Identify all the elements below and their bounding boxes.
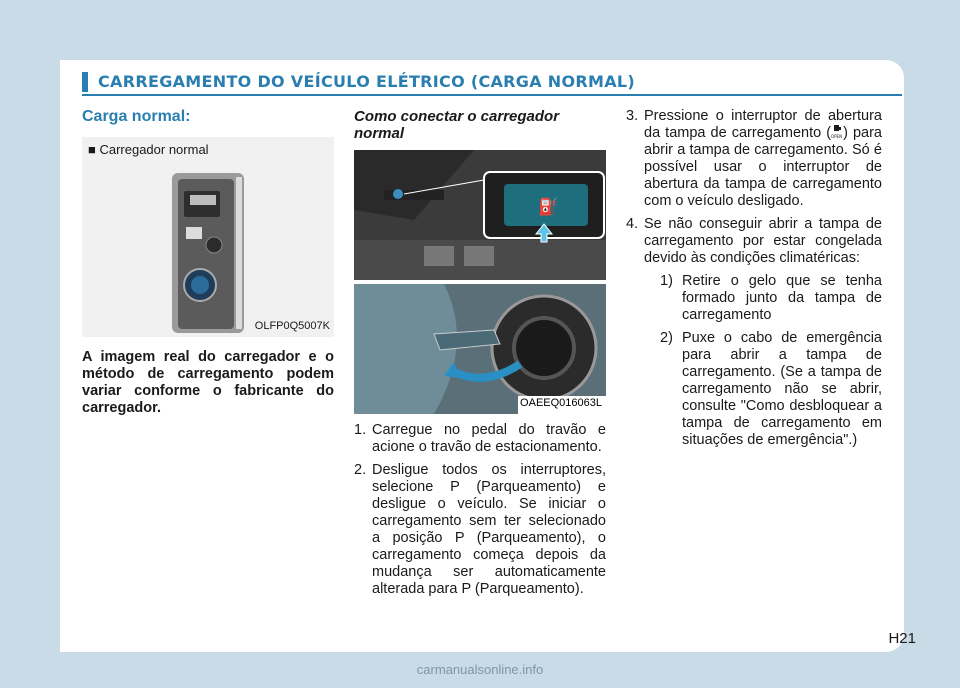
charge-door-open-icon [831, 125, 843, 139]
svg-text:OPEN: OPEN [831, 134, 843, 139]
section-title-bar [82, 70, 902, 96]
list-item: 3. Pressione o interruptor de abertura da tampa de carregamento ( OPEN ) para abrir a tampa de carregamento. Só é possível usar o interruptor de abertura da tampa de carregamento com o veículo desligado. [626, 108, 882, 209]
title-accent [82, 72, 88, 92]
column-3 [626, 108, 882, 461]
note-paragraph: A imagem real do carregador e o método de carregamento podem variar conforme o fabricante do carregador. [82, 349, 334, 416]
subheading-carga-normal: Carga normal: [82, 108, 191, 125]
subheading-how-to-connect: Como conectar o carregador normal [354, 108, 560, 142]
column-2 [354, 108, 606, 604]
steps-list-continued [626, 108, 882, 455]
figure-code: OLFP0Q5007K [254, 320, 330, 332]
figure-caption: ■ Carregador normal [88, 142, 209, 157]
list-item: 1) Retire o gelo que se tenha formado junto da tampa de carregamento [660, 273, 882, 323]
photo-charging-door [354, 284, 606, 414]
charger-illustration [82, 137, 334, 337]
watermark: carmanualsonline.info [416, 662, 544, 677]
list-item: 2) Puxe o cabo de emergência para abrir a tampa de carregamento. (Se a tampa de carregamento não se abrir, consulte "Como desbloquear a tampa de carregamento em situações de emergência".) [660, 330, 882, 448]
figure-code: OAEEQ016063L [520, 397, 602, 409]
list-item: 2. Desligue todos os interruptores, selecione P (Parqueamento) e desligue o veículo. Se iniciar o carregamento sem ter selecionado a posição P (Parqueamento), o carregamento começa depois da mudança ser automaticamente alterada para P (Parqueamento). [354, 462, 606, 597]
steps-list [354, 422, 606, 598]
list-item: 4. Se não conseguir abrir a tampa de carregamento por estar congelada devido às condições climatéricas: 1) Retire o gelo que se tenha formado junto da tampa de carregamento 2) Puxe o cabo de emergência para abrir a tampa de carregamento. (Se a tampa de carregamento não se abrir, consulte "Como desbloquear a tampa de carregamento em situações de emergência".) [626, 216, 882, 448]
list-item: 1. Carregue no pedal do travão e acione o travão de estacionamento. [354, 422, 606, 455]
column-1 [82, 108, 334, 417]
page-number: H21 [888, 630, 916, 647]
sub-steps-list [660, 273, 882, 449]
dashboard-illustration [354, 150, 606, 280]
section-title: CARREGAMENTO DO VEÍCULO ELÉTRICO (CARGA NORMAL) [98, 72, 636, 91]
title-underline [82, 94, 902, 96]
figure-charger [82, 137, 334, 337]
svg-text:⛽: ⛽ [538, 197, 558, 216]
photo-dashboard [354, 150, 606, 280]
